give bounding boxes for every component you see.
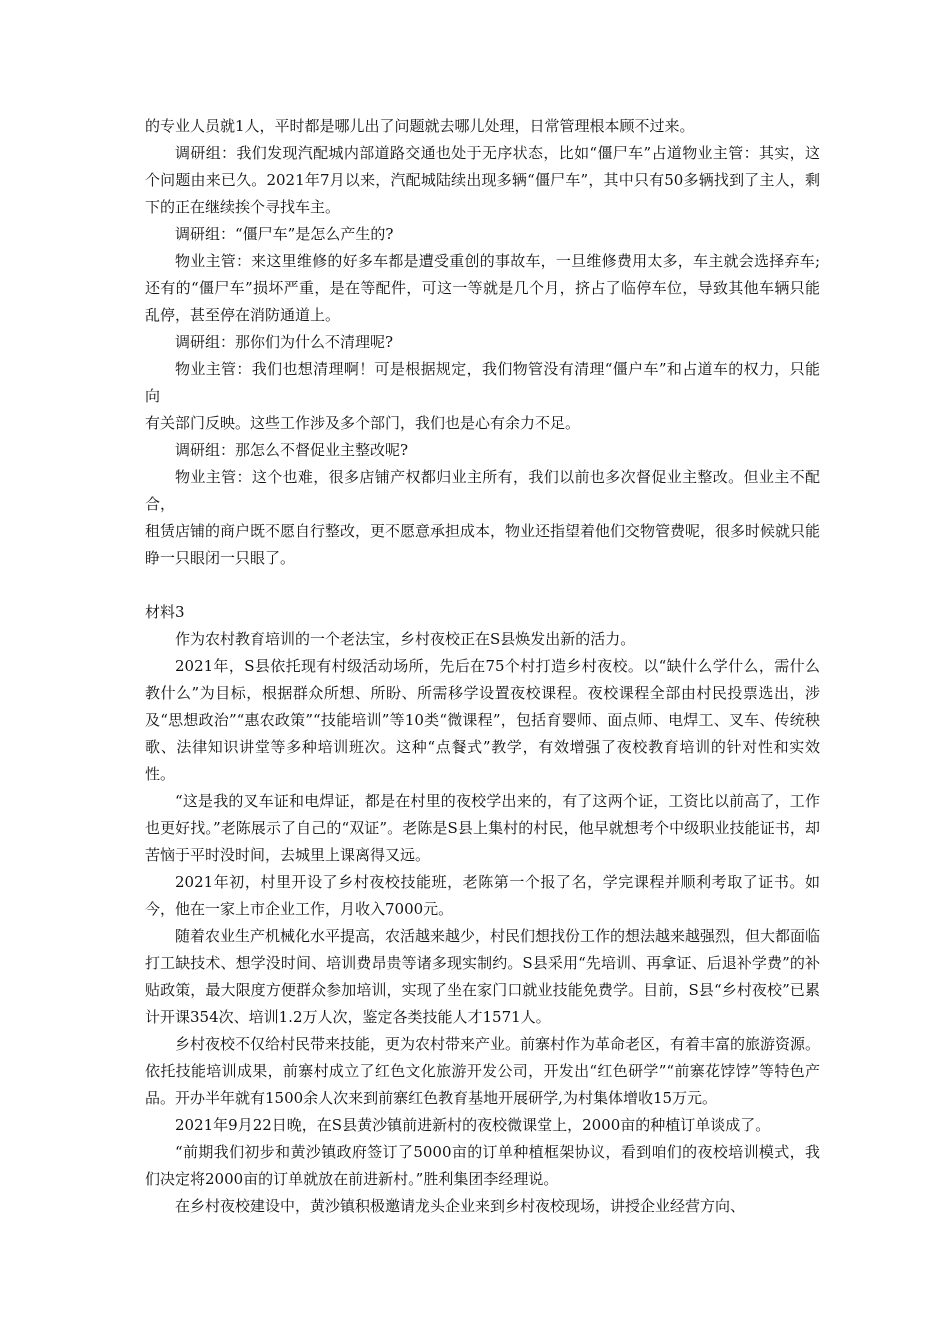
paragraph: 调研组：那你们为什么不清理呢?	[175, 333, 394, 351]
paragraph: 的专业人员就1人，平时都是哪儿出了问题就去哪儿处理，日常管理根本顾不过来。	[145, 117, 695, 135]
paragraph: 乡村夜校不仅给村民带来技能，更为农村带来产业。前寨村作为革命老区，有着丰富的旅游资源。依托技能培训成果，前寨村成立了红色文化旅游开发公司，开发出“红色研学”“前寨花饽饽”等特色产品。开办半年就有1500余人次来到前寨红色教育基地开展研学,为村集体增收15万元。	[145, 1035, 821, 1107]
paragraph: “前期我们初步和黄沙镇政府签订了5000亩的订单种植框架协议，看到咱们的夜校培训模式，我们决定将2000亩的订单就放在前进新村。”胜利集团李经理说。	[145, 1143, 820, 1188]
section-gap	[145, 572, 820, 599]
paragraph: 2021年初，村里开设了乡村夜校技能班，老陈第一个报了名，学完课程并顺利考取了证书。如今，他在一家上市企业工作，月收入7000元。	[145, 873, 820, 918]
paragraph: 物业主管：我们也想清理啊！可是根据规定，我们物管没有清理“僵户车”和占道车的权力，只能向	[145, 360, 820, 405]
section-material-3	[145, 599, 820, 1220]
paragraph: 调研组：“僵尸车”是怎么产生的?	[175, 225, 394, 243]
paragraph: 物业主管：这个也难，很多店铺产权都归业主所有，我们以前也多次督促业主整改。但业主不配合，	[145, 468, 820, 513]
paragraph: 2021年，S县依托现有村级活动场所，先后在75个村打造乡村夜校。以“缺什么学什么，需什么教什么”为目标，根据群众所想、所盼、所需移学设置夜校课程。夜校课程全部由村民投票选出，涉及“思想政治”“惠农政策”“技能培训”等10类“微课程”，包括育婴师、面点师、电焊工、叉车、传统秧歌、法律知识讲堂等多种培训班次。这种“点餐式”教学，有效增强了夜校教育培训的针对性和实效性。	[145, 657, 820, 783]
paragraph: 租赁店铺的商户既不愿自行整改，更不愿意承担成本，物业还指望着他们交物管费呢，很多时候就只能睁一只眼闭一只眼了。	[145, 522, 821, 567]
paragraph: 物业主管：来这里维修的好多车都是遭受重创的事故车，一旦维修费用太多，车主就会选择弃车;还有的“僵尸车”损坏严重，是在等配件，可这一等就是几个月，挤占了临停车位，导致其他车辆只能乱停，甚至停在消防通道上。	[145, 252, 820, 324]
paragraph: 在乡村夜校建设中，黄沙镇积极邀请龙头企业来到乡村夜校现场，讲授企业经营方向、	[175, 1197, 746, 1215]
paragraph: 调研组：我们发现汽配城内部道路交通也处于无序状态，比如“僵尸车”占道物业主管：其实，这个问题由来已久。2021年7月以来，汽配城陆续出现多辆“僵尸车”，其中只有50多辆找到了主人，剩下的正在继续挨个寻找车主。	[145, 144, 820, 216]
paragraph: “这是我的叉车证和电焊证，都是在村里的夜校学出来的，有了这两个证，工资比以前高了，工作也更好找。”老陈展示了自己的“双证”。老陈是S县上集村的村民，他早就想考个中级职业技能证书，却苦恼于平时没时间，去城里上课离得又远。	[145, 792, 820, 864]
paragraph: 2021年9月22日晚，在S县黄沙镇前进新村的夜校微课堂上，2000亩的种植订单谈成了。	[175, 1116, 771, 1134]
paragraph: 随着农业生产机械化水平提高，农活越来越少，村民们想找份工作的想法越来越强烈，但大都面临打工缺技术、想学没时间、培训费昂贵等诸多现实制约。S县采用“先培训、再拿证、后退补学费”的补贴政策，最大限度方便群众参加培训，实现了坐在家门口就业技能免费学。目前，S县“乡村夜校”已累计开课354次、培训1.2万人次，鉴定各类技能人才1571人。	[145, 927, 821, 1026]
section-heading: 材料3	[145, 603, 185, 621]
paragraph: 作为农村教育培训的一个老法宝，乡村夜校正在S县焕发出新的活力。	[175, 630, 636, 648]
paragraph: 有关部门反映。这些工作涉及多个部门，我们也是心有余力不足。	[145, 414, 581, 432]
document-page	[145, 113, 820, 1220]
paragraph: 调研组：那怎么不督促业主整改呢?	[175, 441, 409, 459]
section-dialogue	[145, 113, 820, 572]
